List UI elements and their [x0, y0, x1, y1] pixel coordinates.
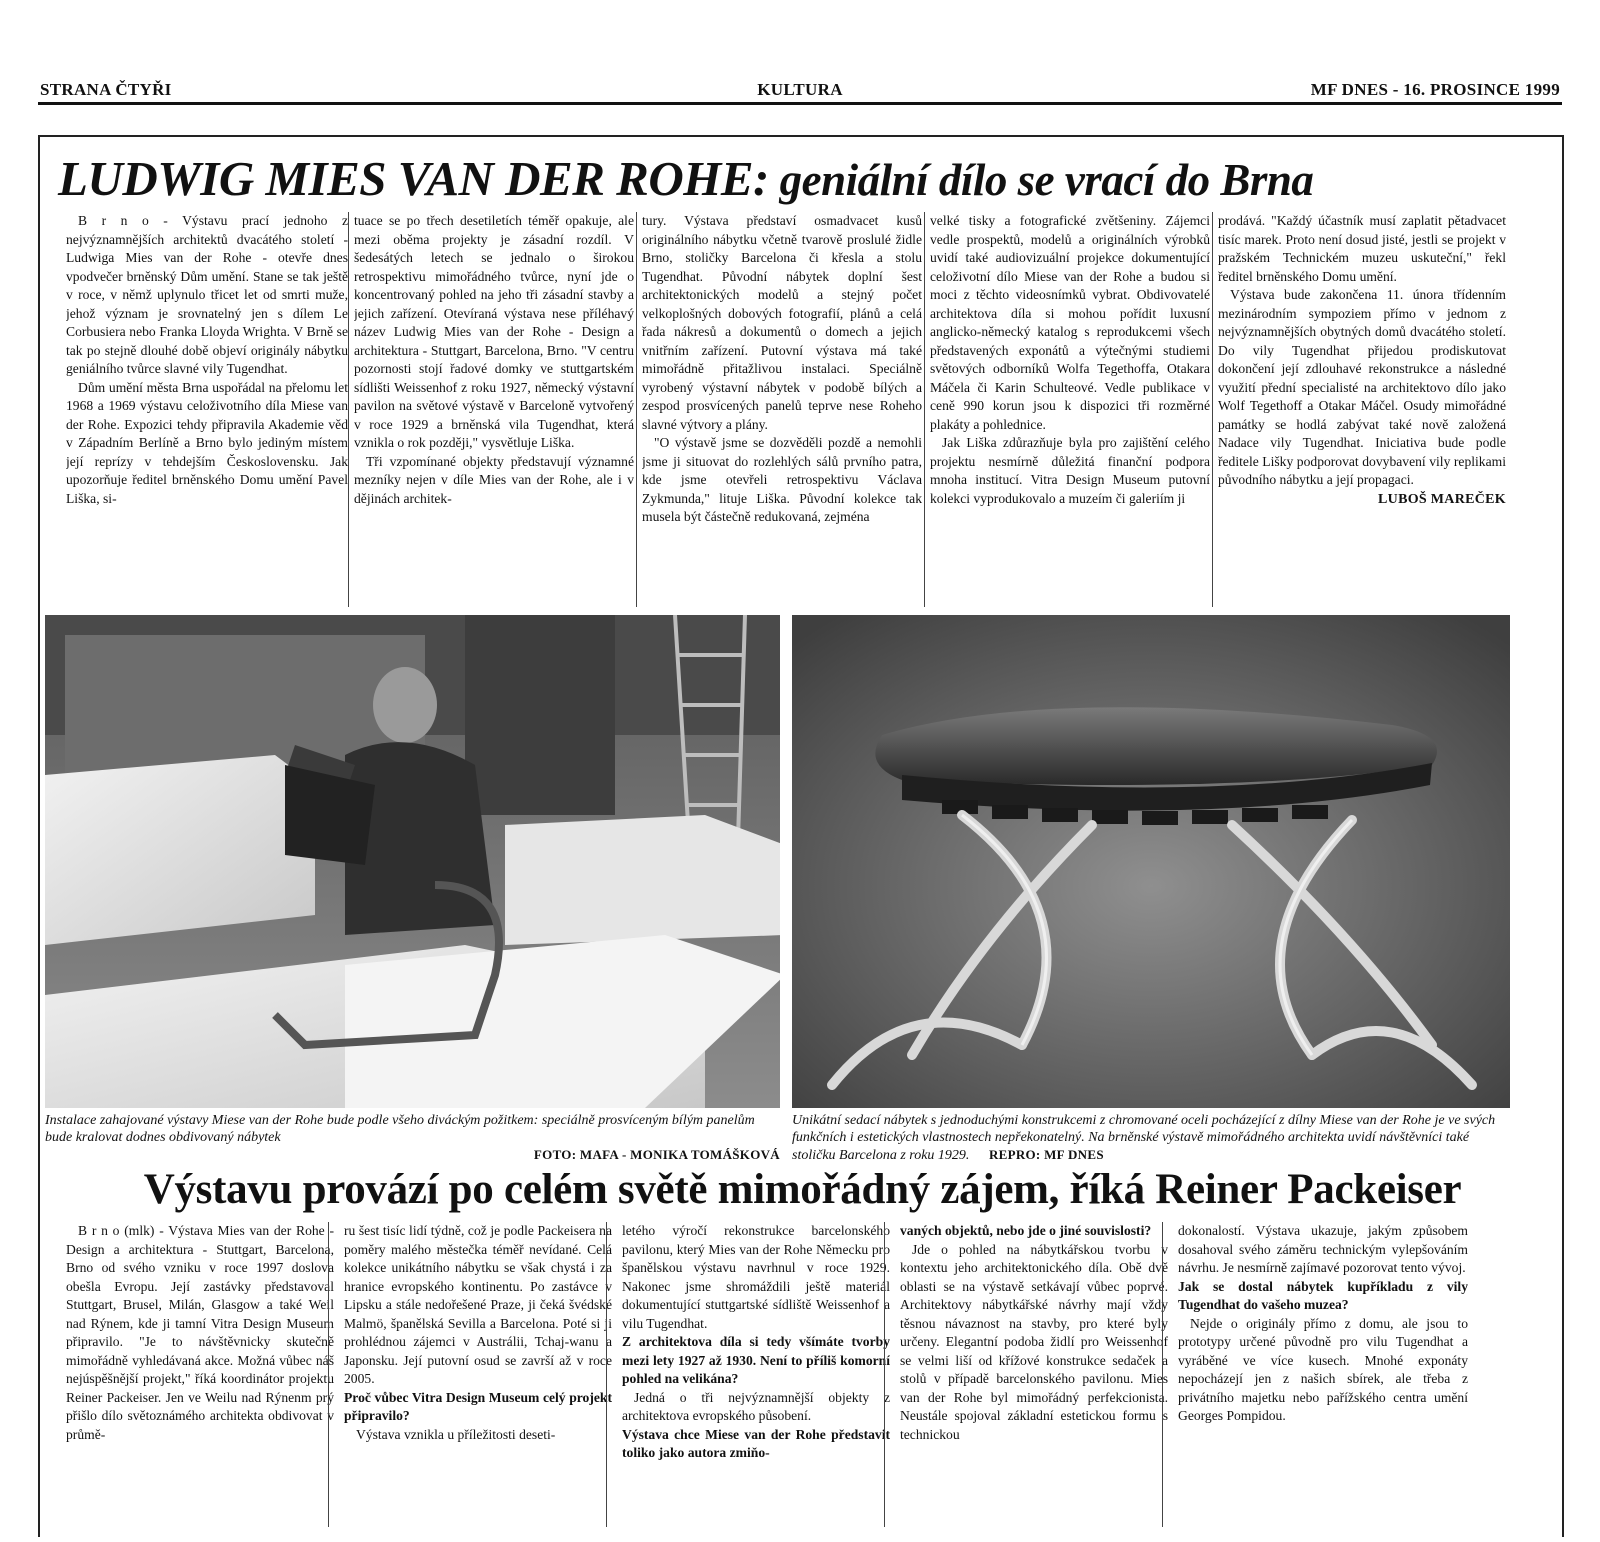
interview-question: Výstava chce Miese van der Rohe představit toliko jako autora zmiňo-	[622, 1426, 890, 1460]
paragraph: B r n o (mlk) - Výstava Mies van der Rohe - Design a architektura - Stuttgart, Barcelona, Brno od svého vzniku v roce 1997 doslova obešla Evropu. Její zastávky představoval Stuttgart, Brusel, Milán, Glasgow a také Weil nad Rýnem, kde ji tamní Vitra Design Museum připravilo. "Je to návštěvnicky skutečně mimořádně vyhledávaná akce. Možná vůbec náš nejúspěšnější projekt," říká koordinátor projektu Reiner Packeiser. Jen ve Weilu nad Rýnenm prý přišlo dílo světoznámého architekta obdivovat v průmě-	[66, 1223, 334, 1442]
column-rule	[606, 1222, 607, 1527]
paragraph: B r n o - Výstavu prací jednoho z nejvýznamnějších architektů dvacátého století - Ludwiga Mies van der Rohe - otevře dnes vpodvečer brněnský Dům umění. Stane se tak ještě v roce, v němž uplynulo třicet let od smrti muže, jehož význam je srovnatelný jen s dílem Le Corbusiera nebo Franka Lloyda Wrighta. V Brně se tak po stejně dlouhé době objeví originály nábytku geniálního tvůrce slavné vily Tugendhat.	[66, 213, 348, 376]
caption-right	[792, 1112, 1510, 1164]
article1-col-1	[66, 212, 348, 508]
interview-question: Proč vůbec Vitra Design Museum celý projekt připravilo?	[344, 1389, 612, 1423]
caption-left	[45, 1112, 780, 1163]
paragraph: Dům umění města Brna uspořádal na přelomu let 1968 a 1969 výstavu celoživotního díla Miese van der Rohe. Expozici tehdy připravila Akademie věd v Západním Berlíně a Brno bylo jediným místem její reprízy v tehdejším Československu. Jak upozorňuje ředitel brněnského Domu umění Pavel Liška, si-	[66, 379, 348, 506]
headline-main: LUDWIG MIES VAN DER ROHE:	[58, 151, 769, 206]
interview-question: vaných objektů, nebo jde o jiné souvislosti?	[900, 1223, 1152, 1238]
paragraph: letého výročí rekonstrukce barcelonského pavilonu, který Mies van der Rohe Německu pro španělskou výstavu navrhnul v roce 1929. Nakonec jsme shromáždili ještě materiál dokumentující stuttgartské sídliště Weissenhof a vilu Tugendhat.	[622, 1223, 890, 1331]
paragraph: tuace se po třech desetiletích téměř opakuje, ale mezi oběma projekty je zásadní rozdíl. V šedesátých letech se jednalo o širokou retrospektivu mimořádného tvůrce, nyní jde o koncentrovaný pohled na jeho tři zásadní stavby a jejich zařízení. Otevíraná výstava nese příléhavý název Ludwig Mies van der Rohe - Design a architektura - Stuttgart, Barcelona, Brno. "V centru pozornosti stojí řadové domky ve stuttgartském sídlišti Weissenhof z roku 1927, německý výstavní pavilon na světové výstavě v Barceloně vytvořený v roce 1929 a brněnská vila Tugendhat, která vznikla o rok později," vysvětluje Liška.	[354, 213, 634, 450]
second-headline: Výstavu provází po celém světě mimořádný zájem, říká Reiner Packeiser	[143, 1166, 1462, 1213]
paragraph: velké tisky a fotografické zvětšeniny. Zájemci vedle prospektů, modelů a originálních výrobků uvidí také audiovizuální projekce dokumentující celoživotní dílo Miese van der Rohe a budou si moci z těchto videosnímků vybrat. Obdivovatelé architektova díla si mohou pořídit luxusní anglicko-německý katalog s reprodukcemi všech představených exponátů a výtečnými studiemi světových odborníků Wolfa Tegethoffa, Otakara Máčela či Karin Schulteové. Vedle publikace v ceně 990 korun jsou k dispozici tři rozměrné plakáty a pohlednice.	[930, 213, 1210, 432]
caption-text: Unikátní sedací nábytek s jednoduchými konstrukcemi z chromované oceli pocházející z dílny Miese van der Rohe je ve svých funkčních i estetických vlastnostech nepřekonatelný. Na brněnské výstavě mimořádného architekta uvidí návštěvníci také stoličku Barcelona z roku 1929.	[792, 1113, 1496, 1163]
paragraph: dokonalostí. Výstava ukazuje, jakým způsobem dosahoval svého záměru technickým vylepšováním návrhu. Je nesmírně zajímavé pozorovat tento vývoj.	[1178, 1223, 1468, 1275]
byline: LUBOŠ MAREČEK	[1378, 491, 1506, 507]
paragraph: Jde o pohled na nábytkářskou tvorbu v kontextu jeho architektonického díla. Obě dvě oblasti se na výstavě setkávají vůbec poprvé. Architektovy nábytkářské návrhy mají vždy těsnou návaznost na stavby, pro které byly určeny. Elegantní podoba židlí pro Weissenhof se velmi liší od křížové konstrukce sedaček a stolů v případě barcelonského pavilonu. Mies van der Rohe byl mimořádný perfekcionista. Neustále spojoval základní estetickou formu s technickou	[900, 1241, 1168, 1442]
article2-col-4	[900, 1222, 1168, 1444]
article1-col-5	[1218, 212, 1506, 509]
masthead	[38, 80, 1562, 105]
paragraph: "O výstavě jsme se dozvěděli pozdě a nemohli jsme ji situovat do rozlehlých sálů prvního patra, kde jsme otevřeli retrospektivu Václava Zykmunda," lituje Liška. Původní kolekce tak musela být částečně redukovaná, zejména	[642, 435, 922, 524]
paragraph: ru šest tisíc lidí týdně, což je podle Packeisera na poměry malého městečka téměř nevídané. Celá kolekce unikátního nábytku se však chystá i za hranice evropského kontinentu. Po zastávce v Lipsku a stále nedořešené Praze, ji čeká švédské Malmö, španělská Sevilla a Barcelona. Poté si ji prohlédnou zájemci v Austrálii, Tchaj-wanu a Japonsku. Její putovní osud se završí až v roce 2005.	[344, 1223, 612, 1386]
photo-credit: REPRO: MF DNES	[988, 1147, 1104, 1162]
paper-date: MF DNES - 16. PROSINCE 1999	[1310, 80, 1560, 99]
photo-credit: FOTO: MAFA - MONIKA TOMÁŠKOVÁ	[533, 1147, 780, 1162]
interview-question: Z architektova díla si tedy všímáte tvorby mezi lety 1927 až 1930. Není to příliš komorní pohled na velikána?	[622, 1334, 890, 1386]
column-rule	[1162, 1222, 1163, 1527]
barcelona-stool-art	[792, 615, 1510, 1108]
column-rule	[884, 1222, 885, 1527]
article2-col-3	[622, 1222, 890, 1463]
section-title: KULTURA	[757, 80, 843, 99]
column-rule	[636, 212, 637, 607]
caption-text: Instalace zahajované výstavy Miese van der Rohe bude podle všeho diváckým požitkem: speciálně prosvíceným bílým panelům bude kralovat dodnes obdivovaný nábytek	[45, 1113, 755, 1145]
paragraph: Jedná o tři nejvýznamnější objekty z architektova evropského působení.	[622, 1389, 890, 1423]
paragraph: prodává. "Každý účastník musí zaplatit pětadvacet tisíc marek. Proto není dosud jisté, jestli se projekt v pražském Technickém muzeu uskuteční," řekl ředitel brněnského Domu umění.	[1218, 213, 1506, 284]
article2-col-1	[66, 1222, 334, 1444]
column-rule	[1212, 212, 1213, 607]
paragraph: Jak Liška zdůrazňuje byla pro zajištění celého projektu nesmírně důležitá finanční podpora mnoha institucí. Vitra Design Museum putovní kolekci vyprodukovalo a muzeím či galeriím ji	[930, 435, 1210, 506]
article1-body	[48, 212, 1553, 608]
article1-col-4	[930, 212, 1210, 508]
column-rule	[924, 212, 925, 607]
main-headline	[58, 150, 1538, 207]
article2-col-2	[344, 1222, 612, 1444]
page-number: STRANA ČTYŘI	[40, 80, 172, 99]
paragraph: Tři vzpomínané objekty představují významné mezníky nejen v díle Mies van der Rohe, ale i v dějinách architek-	[354, 453, 634, 506]
paragraph: Výstava vznikla u příležitosti deseti-	[356, 1426, 556, 1442]
paragraph: Výstava bude zakončena 11. února třídenním mezinárodním sympoziem přímo v jednom z nejvýznamnějších obytných domů dvacátého století. Do vily Tugendhat přijedou prodiskutovat dokončení její zdlouhavé rekonstrukce a následné využití přední specialisté na architektovo dílo jako Wolf Tegethoff a Otakar Máčel. Osudy mimořádné památky se hodlá zabývat také nově založená Nadace vily Tugendhat. Iniciativa bude podle ředitele Lišky podporovat dovybavení vily replikami původního nábytku a její propagaci.	[1218, 287, 1506, 487]
installation-photo-art	[45, 615, 780, 1108]
article1-col-3	[642, 212, 922, 527]
article2-body	[48, 1222, 1553, 1527]
paragraph: tury. Výstava představí osmadvacet kusů originálního nábytku včetně tvarově proslulé židle Brno, stoličky Barcelona či křesla a stolu Tugendhat. Původní nábytek doplní šest architektonických modelů a stejný počet velkoplošných dobových fotografií, plánů a celá řada nákresů a dokumentů o domech a jejich vnitřním zařízení. Putovní výstava má také mimořádně přitažlivou instalaci. Speciálně vyrobený výstavní nábytek v podobě bílých a zespod prosvícených panelů teprve nese Roheho slavné výtvory a plány.	[642, 213, 922, 432]
column-rule	[328, 1222, 329, 1527]
headline-sub: geniální dílo se vrací do Brna	[768, 155, 1314, 205]
article1-col-2	[354, 212, 634, 508]
paragraph: Nejde o originály přímo z domu, ale jsou to prototypy určené původně pro vilu Tugendhat a vyráběné ve více kusech. Mnohé exponáty nepocházejí jen z našich sbírek, ale třeba z privátního majetku nebo pařížského centra umění Georges Pompidou.	[1178, 1315, 1468, 1423]
article2-col-5	[1178, 1222, 1468, 1426]
photo-barcelona-stool	[792, 615, 1510, 1108]
column-rule	[348, 212, 349, 607]
interview-question: Jak se dostal nábytek kupříkladu z vily Tugendhat do vašeho muzea?	[1178, 1278, 1468, 1312]
photo-installation	[45, 615, 780, 1108]
